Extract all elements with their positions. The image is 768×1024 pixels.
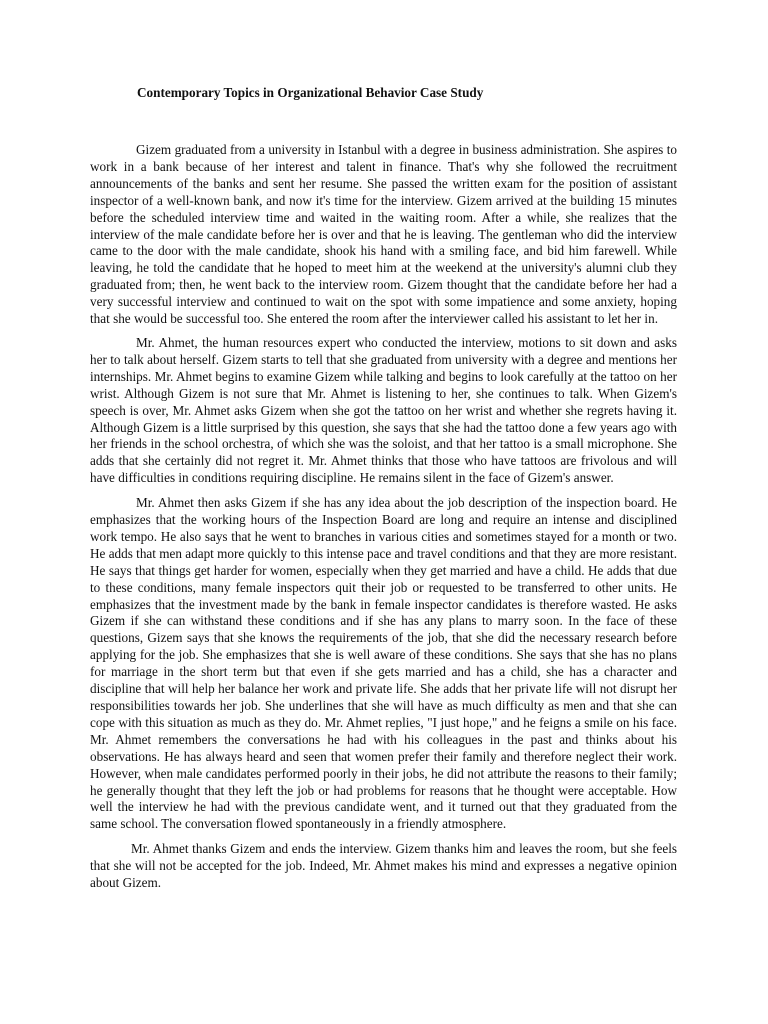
paragraph-1: Gizem graduated from a university in Istanbul with a degree in business administration. She aspires to work in a bank because of her interest and talent in finance. That's why she followed the recruitment announcements of the banks and sent her resume. She passed the written exam for the position of assistant inspector of a well-known bank, and now it's time for the interview. Gizem arrived at the building 15 minutes before the scheduled interview time and waited in the waiting room. After a while, she realizes that the interview of the male candidate before her is over and that he is leaving. The gentleman who did the interview came to the door with the male candidate, shook his hand with a smiling face, and bid him farewell. While leaving, he told the candidate that he hoped to meet him at the weekend at the university's alumni club they graduated from; then, he went back to the interview room. Gizem thought that the candidate before her had a very successful interview and continued to wait on the spot with some impatience and some anxiety, hoping that she would be successful too. She entered the room after the interviewer called his assistant to let her in. — [90, 142, 677, 327]
document-title: Contemporary Topics in Organizational Behavior Case Study — [137, 85, 484, 100]
paragraph-3: Mr. Ahmet then asks Gizem if she has any idea about the job description of the inspection board. He emphasizes that the working hours of the Inspection Board are long and require an intense and disciplined work tempo. He also says that he went to branches in various cities and sometimes stayed for a month or two. He adds that men adapt more quickly to this intense pace and travel conditions and that they are more resistant. He says that things get harder for women, especially when they get married and have a child. He adds that due to these conditions, many female inspectors quit their job or requested to be transferred to other units. He emphasizes that the investment made by the bank in female inspector candidates is therefore wasted. He asks Gizem if she can withstand these conditions and if she has any plans to marry soon. In the face of these questions, Gizem says that she knows the requirements of the job, that she did the necessary research before applying for the job. She emphasizes that she is well aware of these conditions. She says that she has no plans for marriage in the short term but that even if she gets married and has a child, she has a character and discipline that will help her balance her work and private life. She adds that her private life will not disrupt her responsibilities towards her job. She underlines that she will have as much difficulty as men and that she can cope with this situation as much as they do. Mr. Ahmet replies, "I just hope," and he feigns a smile on his face. Mr. Ahmet remembers the conversations he had with his colleagues in the past and thinks about his observations. He has always heard and seen that women prefer their family and therefore neglect their work. However, when male candidates performed poorly in their jobs, he did not attribute the reasons to their family; he generally thought that they left the job or had problems for reasons that he thought were acceptable. How well the interview he had with the previous candidate went, and it turned out that they graduated from the same school. The conversation flowed spontaneously in a friendly atmosphere. — [90, 495, 677, 832]
paragraph-2: Mr. Ahmet, the human resources expert who conducted the interview, motions to sit down and asks her to talk about herself. Gizem starts to tell that she graduated from university with a degree and mentions her internships. Mr. Ahmet begins to examine Gizem while talking and begins to look carefully at the tattoo on her wrist. Although Gizem is not sure that Mr. Ahmet is listening to her, she continues to talk. When Gizem's speech is over, Mr. Ahmet asks Gizem when she got the tattoo on her wrist and whether she regrets having it. Although Gizem is a little surprised by this question, she says that she had the tattoo done a few years ago with her friends in the school orchestra, of which she was the soloist, and that her tattoo is a small microphone. She adds that she certainly did not regret it. Mr. Ahmet thinks that those who have tattoos are frivolous and will have difficulties in conditions requiring discipline. He remains silent in the face of Gizem's answer. — [90, 334, 677, 486]
document-page — [90, 84, 677, 892]
paragraph-4: Mr. Ahmet thanks Gizem and ends the interview. Gizem thanks him and leaves the room, but she feels that she will not be accepted for the job. Indeed, Mr. Ahmet makes his mind and expresses a negative opinion about Gizem. — [90, 841, 677, 891]
